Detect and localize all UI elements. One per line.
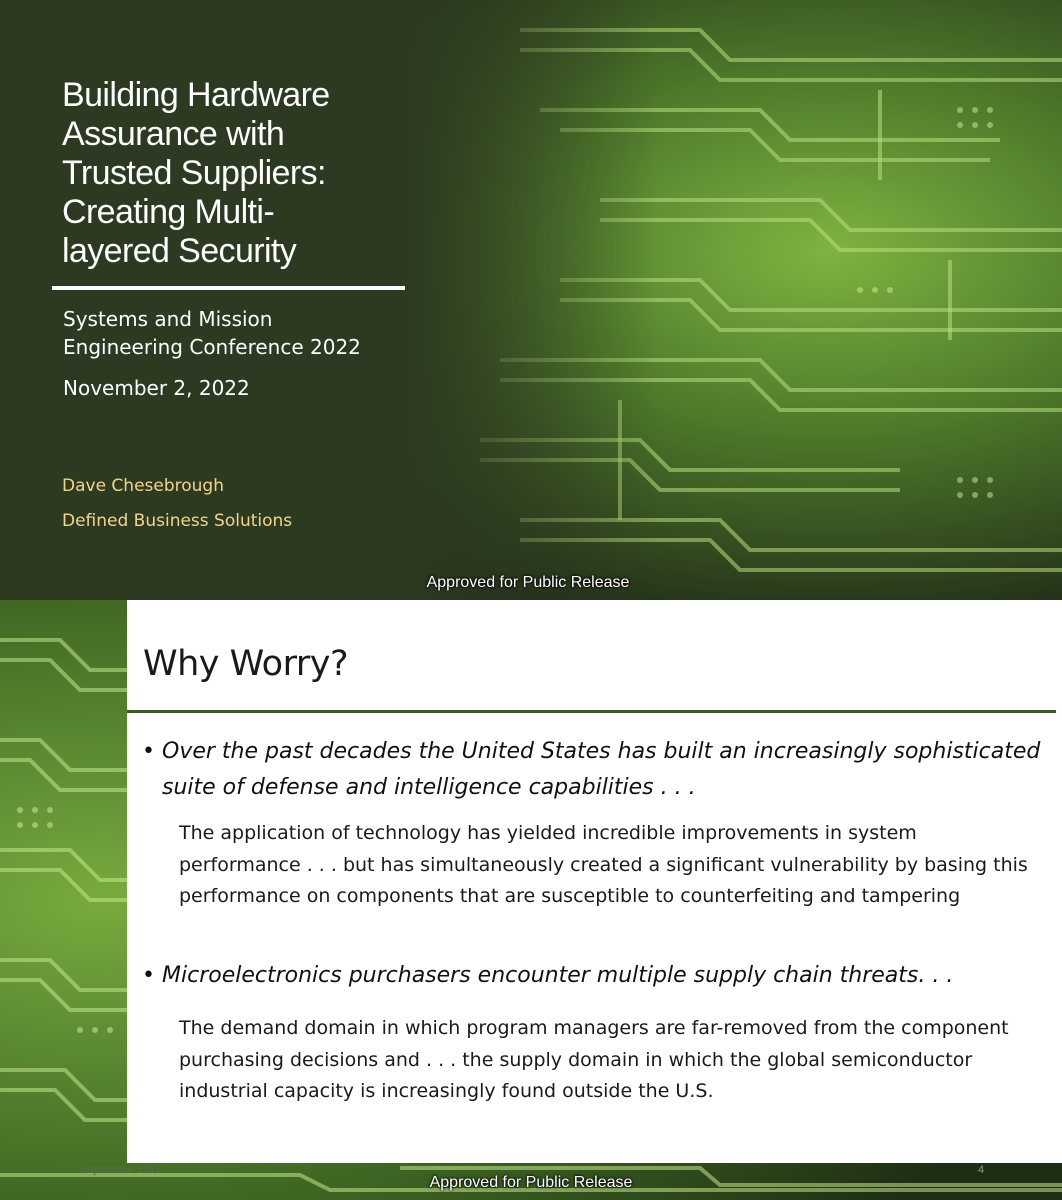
release-text: Approved for Public Release xyxy=(429,1174,633,1191)
bullet-text: Over the past decades the United States has built an increasingly sophisticated suite of defense and intelligence capabilities . . . xyxy=(162,739,1041,800)
bullet-detail: The application of technology has yielded incredible improvements in system performance . . . but has simultaneously created a significant vulnerability by basing this performance on components that are susceptible to counterfeiting and tampering xyxy=(179,822,1028,907)
bullet-item xyxy=(142,734,1042,806)
presentation-date: November 2, 2022 xyxy=(63,376,250,400)
title-line: Assurance with xyxy=(62,115,285,153)
bullet-detail: The demand domain in which program managers are far-removed from the component purchasing decisions and . . . the supply domain in which the global semiconductor industrial capacity is increasingly found outside the U.S. xyxy=(179,1017,1009,1102)
release-notice xyxy=(0,1174,1062,1192)
title-line: Building Hardware xyxy=(62,76,330,114)
slide-title: Why Worry? xyxy=(143,644,349,684)
footer-date: September 2017 xyxy=(80,1164,162,1176)
release-notice xyxy=(0,574,1062,592)
title-line: Trusted Suppliers: xyxy=(62,154,326,192)
conference-line: Engineering Conference 2022 xyxy=(63,335,361,359)
bullet-text: Microelectronics purchasers encounter multiple supply chain threats. . . xyxy=(162,963,954,988)
conference-line: Systems and Mission xyxy=(63,307,273,331)
title-line: Creating Multi- xyxy=(62,193,275,231)
bullet-marker: • xyxy=(142,963,155,988)
content-panel xyxy=(127,600,1062,1163)
content-slide xyxy=(0,600,1062,1200)
author-name: Dave Chesebrough xyxy=(62,476,224,496)
title-line: layered Security xyxy=(62,232,297,270)
bullet-marker: • xyxy=(142,739,155,764)
bullet-item xyxy=(142,958,1042,994)
presentation-title xyxy=(62,76,422,271)
title-divider xyxy=(52,286,405,290)
conference-name xyxy=(63,305,443,361)
title-divider xyxy=(127,710,1056,713)
release-text: Approved for Public Release xyxy=(426,574,630,591)
page-number: 4 xyxy=(978,1164,985,1176)
author-organization: Defined Business Solutions xyxy=(62,511,293,531)
